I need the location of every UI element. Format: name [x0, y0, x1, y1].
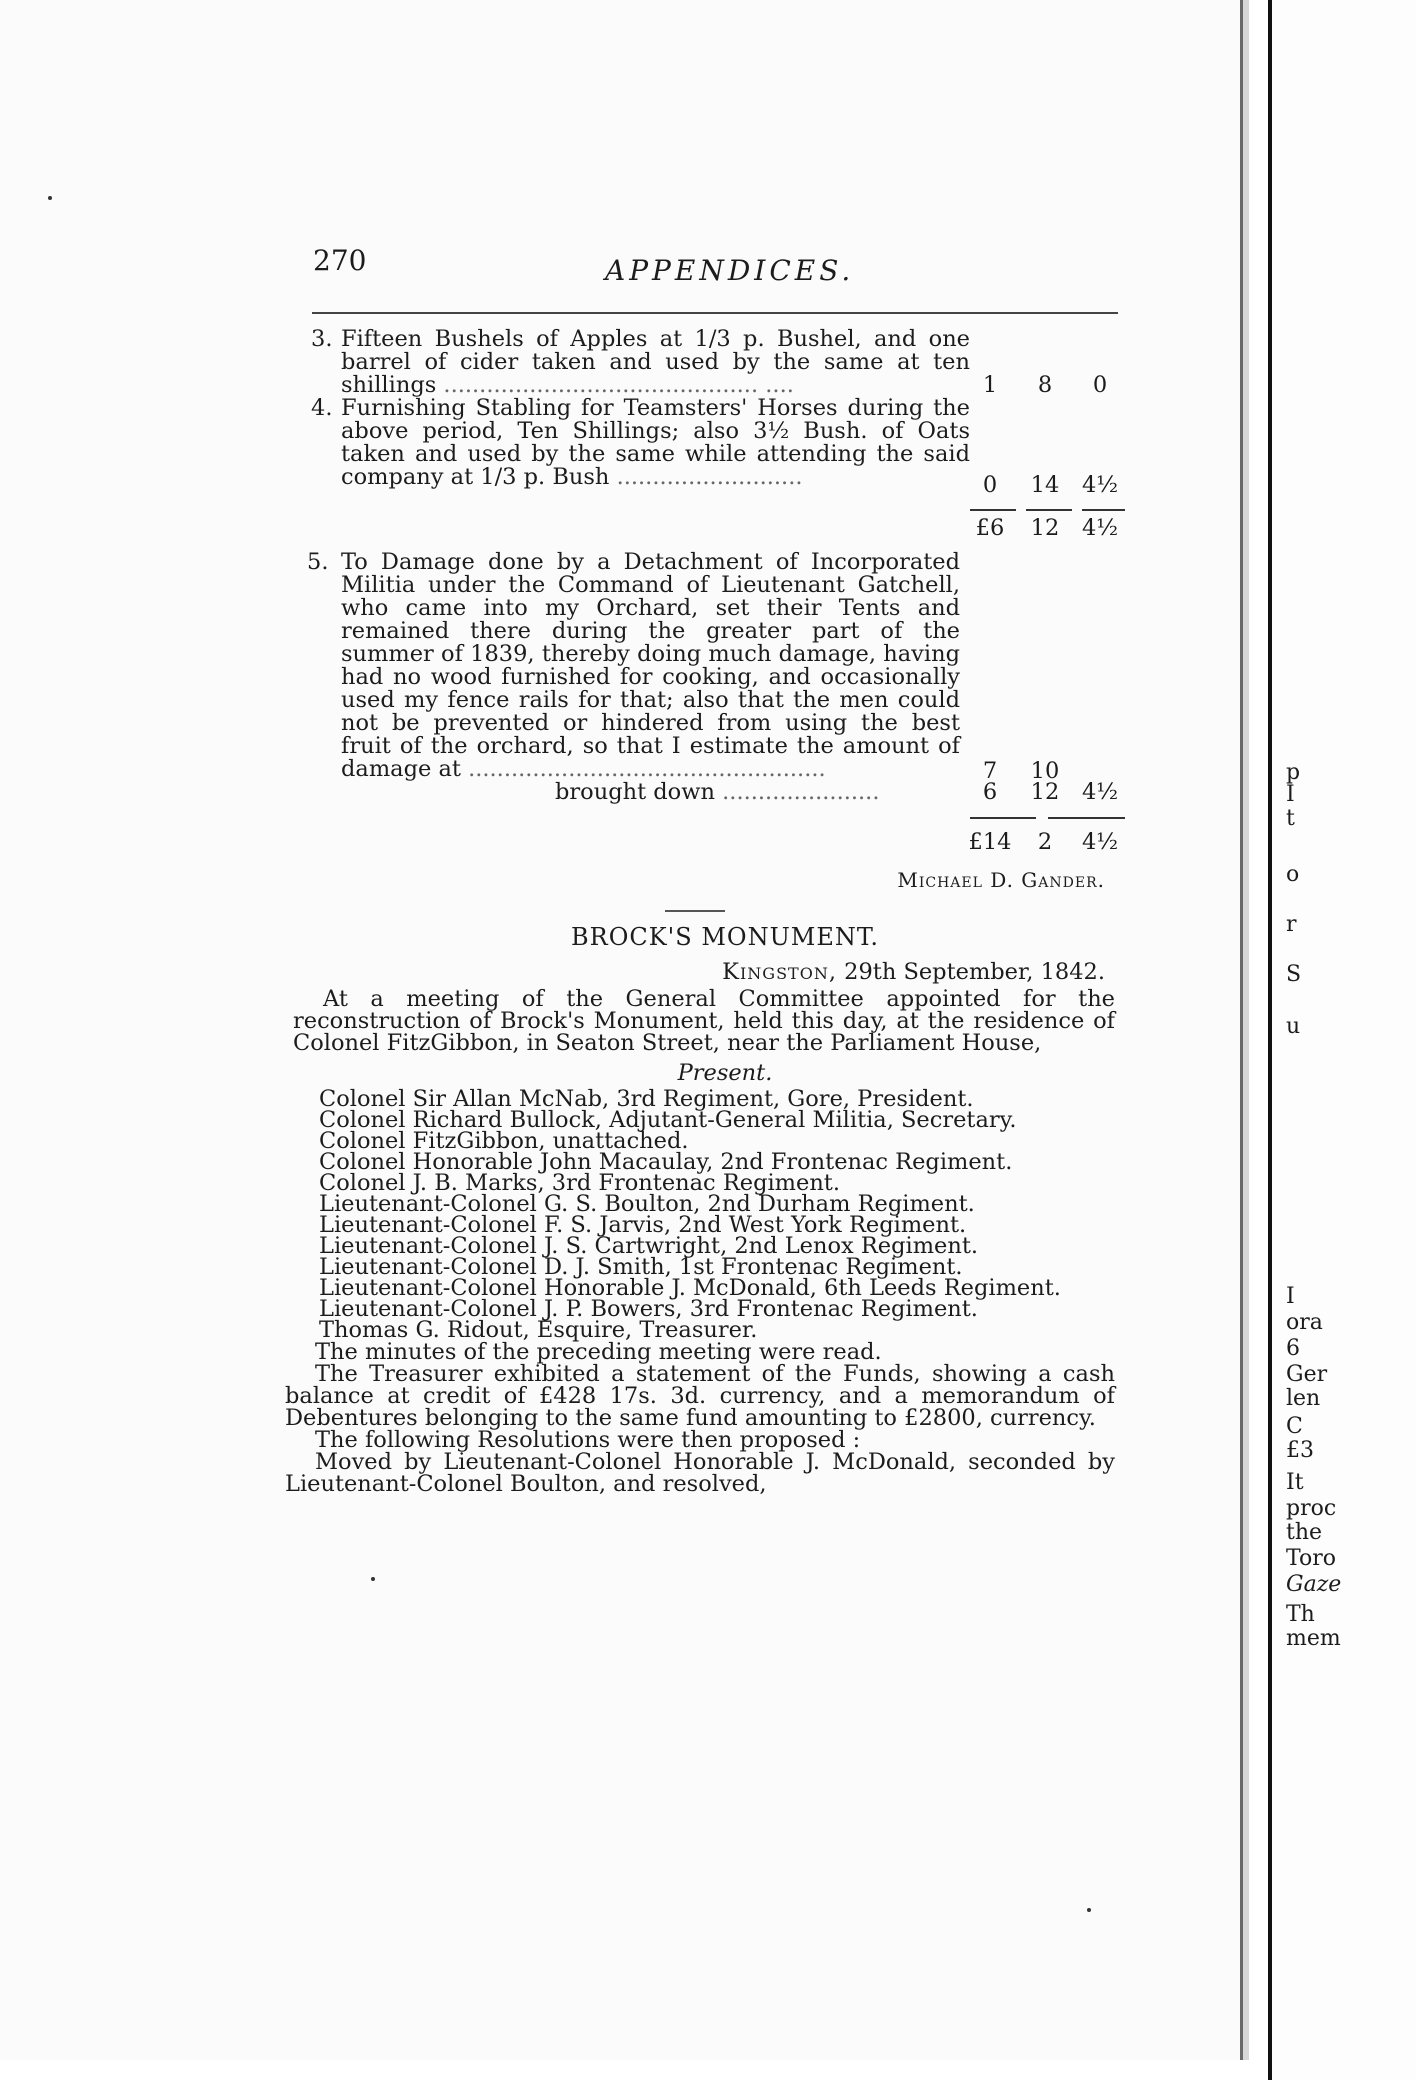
attendee: Lieutenant-Colonel D. J. Smith, 1st Frontenac Regiment. — [319, 1254, 963, 1280]
amount-pounds: 0 — [982, 472, 998, 498]
paper-speck — [1087, 1908, 1091, 1912]
dateline-date: 29th September, 1842. — [844, 959, 1105, 985]
attendee: Colonel Honorable John Macaulay, 2nd Frontenac Regiment. — [319, 1149, 1013, 1175]
minutes-paragraph: The minutes of the preceding meeting were read. — [315, 1339, 882, 1365]
attendee: Lieutenant-Colonel J. S. Cartwright, 2nd Lenox Regiment. — [319, 1233, 979, 1259]
account-item — [285, 395, 1125, 498]
amount-pounds: 7 — [982, 758, 998, 784]
treasurer-paragraph: The Treasurer exhibited a statement of the Funds, showing a cash balance at credit of £428 17s. 3d. currency, and a memorandum of Debentures belonging to the same fund amounting to £2800, currency. — [285, 1361, 1115, 1431]
paper-speck — [371, 1577, 375, 1581]
sum-rule — [970, 509, 1125, 511]
total-block — [285, 807, 1125, 869]
running-head: APPENDICES. — [605, 254, 855, 287]
amount-shillings: 10 — [1030, 758, 1060, 784]
sum-rule — [970, 817, 1125, 819]
brought-down-amount — [965, 781, 1125, 804]
amount-pounds: 1 — [982, 372, 998, 398]
amount-pounds: £6 — [975, 515, 1005, 541]
item-number: 4. — [311, 395, 333, 421]
facing-page-edge — [1268, 0, 1416, 2080]
dot-leader: ............................................ .... — [443, 372, 794, 398]
amount-shillings: 14 — [1030, 472, 1060, 498]
amount-pence: 4½ — [1081, 779, 1119, 805]
attendee-list — [285, 1086, 1125, 1343]
facing-page-fragment: u — [1286, 1014, 1301, 1039]
facing-page-fragment: len — [1286, 1386, 1321, 1411]
facing-page-fragment: S — [1286, 962, 1302, 987]
section-title: BROCK'S MONUMENT. — [570, 923, 880, 951]
attendee: Lieutenant-Colonel Honorable J. McDonald, 6th Leeds Regiment. — [319, 1275, 1061, 1301]
header-rule — [312, 312, 1118, 314]
facing-page-fragment: t — [1286, 806, 1295, 831]
facing-page-fragment: Toro — [1286, 1546, 1336, 1571]
facing-page-fragment: p — [1286, 760, 1301, 785]
attendee: Lieutenant-Colonel F. S. Jarvis, 2nd West York Regiment. — [319, 1212, 967, 1238]
facing-page-fragment: ora — [1286, 1310, 1323, 1335]
motion-paragraph: Moved by Lieutenant-Colonel Honorable J. McDonald, seconded by Lieutenant-Colonel Boulton, and resolved, — [285, 1449, 1115, 1497]
attendee: Colonel Richard Bullock, Adjutant-General Militia, Secretary. — [319, 1107, 1017, 1133]
facing-page-fragment: r — [1286, 912, 1297, 937]
facing-page-fragment: Ger — [1286, 1362, 1328, 1387]
attendee: Lieutenant-Colonel G. S. Boulton, 2nd Durham Regiment. — [319, 1191, 975, 1217]
item-number: 5. — [307, 549, 329, 575]
subtotal-amount — [965, 517, 1125, 540]
subtotal-block — [285, 489, 1125, 547]
facing-page-fragment: Th — [1286, 1602, 1315, 1627]
page-number: 270 — [313, 244, 367, 277]
amount-pence: 0 — [1092, 372, 1108, 398]
item-amount — [965, 374, 1125, 397]
signature: Michael D. Gander. — [897, 868, 1105, 892]
facing-page-fragment: mem — [1286, 1626, 1341, 1651]
amount-pence: 4½ — [1081, 472, 1119, 498]
present-heading: Present. — [677, 1060, 773, 1086]
dot-leader: .................................................. — [468, 756, 826, 782]
facing-page-fragment: C — [1286, 1414, 1303, 1439]
page-body — [285, 322, 1125, 1495]
attendee: Colonel J. B. Marks, 3rd Frontenac Regiment. — [319, 1170, 841, 1196]
account-item — [285, 549, 1125, 784]
total-amount — [965, 831, 1125, 854]
facing-page-fragment: I — [1286, 782, 1295, 807]
facing-page-fragment: It — [1286, 1470, 1304, 1495]
section-divider — [665, 910, 725, 912]
dateline-place: Kingston, — [722, 959, 837, 985]
facing-page-fragment: proc — [1286, 1496, 1337, 1521]
brought-down-text: brought down ...................... — [555, 779, 880, 805]
amount-pence: 4½ — [1081, 829, 1119, 855]
facing-page-fragment: I — [1286, 1284, 1295, 1309]
item-text: To Damage done by a Detachment of Incorporated Militia under the Command of Lieutenant Gatchell, who came into my Orchard, set their Tents and remained there during the greater part of the summer of 1839, thereby doing much damage, having had no wood furnished for cooking, and occasionally used my fence rails for that; also that the men could not be prevented or hindered from using the best fruit of the orchard, so that I estimate the amount of damage at .................................................. — [341, 549, 960, 782]
attendee: Lieutenant-Colonel J. P. Bowers, 3rd Frontenac Regiment. — [319, 1296, 978, 1322]
amount-shillings: 12 — [1030, 779, 1060, 805]
attendee: Colonel Sir Allan McNab, 3rd Regiment, Gore, President. — [319, 1086, 974, 1112]
amount-pounds: £14 — [968, 829, 1012, 855]
attendee: Thomas G. Ridout, Esquire, Treasurer. — [319, 1317, 758, 1343]
item-text: Furnishing Stabling for Teamsters' Horses during the above period, Ten Shillings; also 3½ Bush. of Oats taken and used by the same while attending the said company at 1/3 p. Bush .......................... — [341, 395, 970, 490]
facing-page-fragment: £3 — [1286, 1438, 1314, 1463]
amount-shillings: 2 — [1037, 829, 1053, 855]
paper-speck — [48, 196, 52, 200]
item-text: Fifteen Bushels of Apples at 1/3 p. Bushel, and one barrel of cider taken and used by the same at ten shillings ............................................ .... — [341, 326, 970, 398]
account-item — [285, 328, 1125, 397]
attendee: Colonel FitzGibbon, unattached. — [319, 1128, 689, 1154]
dot-leader: .......................... — [616, 464, 803, 490]
amount-shillings: 8 — [1037, 372, 1053, 398]
facing-page-fragment: Gaze — [1286, 1572, 1342, 1597]
amount-shillings: 12 — [1030, 515, 1060, 541]
intro-paragraph: At a meeting of the General Committee appointed for the reconstruction of Brock's Monument, held this day, at the residence of Colonel FitzGibbon, in Seaton Street, near the Parliament House, — [293, 986, 1115, 1056]
item-number: 3. — [311, 326, 333, 352]
facing-page-fragment: 6 — [1286, 1336, 1300, 1361]
amount-pounds: 6 — [982, 779, 998, 805]
facing-page-fragment: o — [1286, 862, 1300, 887]
brought-down-row — [285, 781, 1125, 807]
dateline — [285, 961, 1125, 984]
amount-pence: 4½ — [1081, 515, 1119, 541]
resolutions-paragraph: The following Resolutions were then proposed : — [315, 1427, 861, 1453]
facing-page-fragment: the — [1286, 1520, 1323, 1545]
